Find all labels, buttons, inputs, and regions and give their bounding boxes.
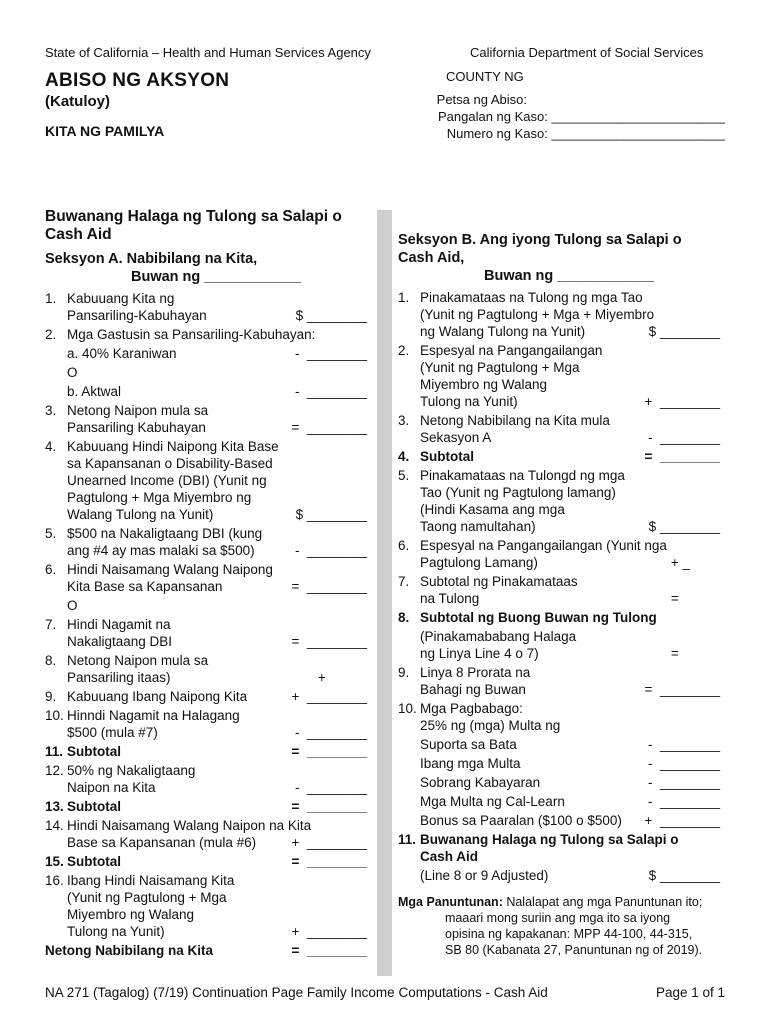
section-b-line-item: [398, 793, 720, 810]
section-a-line-number: 8.: [45, 653, 57, 668]
section-a-line-number: [45, 345, 67, 362]
section-a-amount-field[interactable]: - ________: [294, 725, 367, 740]
program-name: KITA NG PAMILYA: [45, 123, 165, 139]
section-a-line-text: Kabuuang Hindi Naipong Kita Base sa Kapansanan o Disability-Based Unearned Income (DBI) (Yunit ng Pagtulong + Mga Miyembro ng Walang Tulong na Yunit): [67, 439, 279, 522]
section-a-line-text: Subtotal: [67, 854, 121, 869]
section-a-amount-field[interactable]: = ________: [291, 744, 367, 759]
section-b-items: [398, 289, 720, 884]
section-b-amount-field[interactable]: = ________: [644, 449, 720, 464]
section-b-line-text: (Line 8 or 9 Adjusted): [420, 868, 549, 883]
section-a-amount-field[interactable]: + ________: [291, 924, 367, 939]
section-b-line-item: [398, 774, 720, 791]
left-heading: Buwanang Halaga ng Tulong sa Salapi o Cash Aid: [45, 208, 342, 243]
section-b-line-item: [398, 831, 720, 865]
section-b-title: Seksyon B. Ang iyong Tulong sa Salapi o Cash Aid,: [398, 232, 682, 266]
section-a-line-number: 6.: [45, 562, 57, 577]
section-b-line-number: 8.: [398, 610, 410, 625]
section-b-amount-field[interactable]: + ________: [644, 394, 720, 409]
section-a-line-number: [45, 364, 67, 381]
section-b-amount-field[interactable]: - ________: [647, 430, 720, 445]
section-a-title: Seksyon A. Nabibilang na Kita,: [45, 251, 258, 267]
section-b-line-number: 6.: [398, 538, 410, 553]
section-a-line-item: [45, 743, 367, 760]
section-b-amount-field[interactable]: + ________: [644, 813, 720, 828]
section-a-line-item: [45, 817, 367, 851]
section-a-line-text: $500 na Nakaligtaang DBI (kung ang #4 ay mas malaki sa $500): [67, 526, 263, 558]
section-b-line-number: 4.: [398, 449, 410, 464]
section-a-line-item: [45, 652, 367, 686]
section-a-line-number: [45, 383, 67, 400]
section-a-line-item: [45, 616, 367, 650]
section-b-line-item: [398, 412, 720, 446]
column-divider: [377, 210, 392, 976]
section-b-line-number: [398, 628, 420, 662]
section-a-line-item: [45, 326, 367, 343]
section-a-line-text: b. Aktwal: [67, 384, 122, 399]
page-number: Page 1 of 1: [655, 985, 725, 1000]
section-b-line-text: Bonus sa Paaralan ($100 o $500): [420, 813, 622, 828]
regulations-note: [398, 894, 720, 958]
section-a-line-item: [45, 942, 367, 959]
section-a-line-item: [45, 853, 367, 870]
section-a-line-text: O: [67, 598, 78, 613]
section-a-amount-field[interactable]: + ________: [291, 835, 367, 850]
section-b-line-text: Subtotal ng Buong Buwan ng Tulong: [420, 610, 657, 625]
section-b-line-item: [398, 628, 720, 662]
section-a-line-item: [45, 525, 367, 559]
section-a-line-text: a. 40% Karaniwan: [67, 346, 177, 361]
section-b-line-item: [398, 342, 720, 410]
section-a-amount-field[interactable]: = ________: [291, 420, 367, 435]
section-a-line-number: 3.: [45, 403, 57, 418]
section-a-line-text: Netong Nabibilang na Kita: [45, 943, 214, 958]
form-subtitle: (Katuloy): [45, 93, 110, 110]
section-a-amount-field[interactable]: - ________: [294, 346, 367, 361]
section-a-line-item: [45, 872, 367, 940]
section-a-line-number: 12.: [45, 763, 64, 778]
section-b-line-number: 7.: [398, 574, 410, 589]
section-b-amount-field[interactable]: - ________: [647, 737, 720, 752]
section-b-month: Buwan ng ____________: [484, 268, 655, 284]
section-b-line-number: [398, 812, 420, 829]
notice-date-label: Petsa ng Abiso:: [436, 92, 527, 107]
section-a-line-number: 1.: [45, 291, 57, 306]
section-a-line-text: Netong Naipon mula sa Pansariling itaas): [67, 653, 209, 685]
section-a-line-text: Mga Gastusin sa Pansariling-Kabuhayan:: [67, 327, 316, 342]
section-b-line-text: Buwanang Halaga ng Tulong sa Salapi o Cash Aid: [420, 832, 679, 864]
form-title: ABISO NG AKSYON: [45, 70, 230, 91]
section-b-line-number: 2.: [398, 343, 410, 358]
section-b-amount-field[interactable]: =: [670, 591, 720, 606]
section-a-line-item: [45, 438, 367, 523]
section-b-line-text: Espesyal na Pangangailangan (Yunit nga Pagtulong Lamang): [420, 538, 667, 570]
section-a-line-number: 13.: [45, 799, 64, 814]
section-b-line-number: [398, 793, 420, 810]
section-b-line-item: [398, 448, 720, 465]
section-b-line-text: Mga Pagbabago: 25% ng (mga) Multa ng: [420, 701, 561, 733]
section-b-line-item: [398, 289, 720, 340]
section-a-line-item: [45, 762, 367, 796]
section-b-line-item: [398, 755, 720, 772]
agency-name: State of California – Health and Human Services Agency: [45, 45, 371, 60]
section-b-line-number: [398, 774, 420, 791]
section-a-line-number: 16.: [45, 873, 64, 888]
section-a-amount-field[interactable]: = ________: [291, 943, 367, 958]
section-b-line-text: Netong Nabibilang na Kita mula Sekasyon A: [420, 413, 610, 445]
section-a-line-text: Hinndi Nagamit na Halagang $500 (mula #7): [67, 708, 240, 740]
section-a-line-text: Hindi Nagamit na Nakaligtaang DBI: [67, 617, 173, 649]
section-a-amount-field[interactable]: + ________: [291, 689, 367, 704]
section-a-line-text: O: [67, 365, 78, 380]
section-b-line-item: [398, 812, 720, 829]
section-b-line-text: Espesyal na Pangangailangan (Yunit ng Pagtulong + Mga Miyembro ng Walang Tulong na Yunit): [420, 343, 603, 409]
section-b-line-item: [398, 736, 720, 753]
section-a-line-number: 7.: [45, 617, 57, 632]
section-a-line-number: 11.: [45, 744, 64, 759]
county-label: COUNTY NG: [446, 69, 524, 84]
section-a-line-number: [45, 597, 67, 614]
section-a-line-item: [45, 402, 367, 436]
case-name-field[interactable]: Pangalan ng Kaso: ________________________: [438, 109, 725, 124]
section-a-amount-field[interactable]: = ________: [291, 854, 367, 869]
section-b-line-item: [398, 467, 720, 535]
section-a-line-text: Kabuuang Ibang Naipong Kita: [67, 689, 248, 704]
section-a-line-text: Subtotal: [67, 799, 121, 814]
section-b-line-number: 3.: [398, 413, 410, 428]
section-b-line-text: Mga Multa ng Cal-Learn: [420, 794, 565, 809]
section-b-line-text: Pinakamataas na Tulong ng mga Tao (Yunit ng Pagtulong + Mga + Miyembro ng Walang Tulong na Yunit): [420, 290, 655, 339]
section-a-amount-field[interactable]: = ________: [291, 634, 367, 649]
section-a-line-text: Hindi Naisamang Walang Naipong Kita Base sa Kapansanan: [67, 562, 273, 594]
section-a-line-item: [45, 383, 367, 400]
section-b-line-number: 11.: [398, 832, 417, 847]
section-b-line-number: [398, 867, 420, 884]
section-a-line-item: [45, 688, 367, 705]
section-a-amount-field[interactable]: = ________: [291, 799, 367, 814]
form-id: NA 271 (Tagalog) (7/19) Continuation Page Family Income Computations - Cash Aid: [45, 985, 548, 1000]
section-a-amount-field[interactable]: - ________: [294, 384, 367, 399]
section-a-items: [45, 290, 367, 959]
section-a-line-item: [45, 345, 367, 362]
section-b-amount-field[interactable]: + _: [670, 555, 720, 570]
section-a-line-item: [45, 707, 367, 741]
section-b-line-text: Pinakamataas na Tulongd ng mga Tao (Yunit ng Pagtulong lamang) (Hindi Kasama ang mga Taong namultahan): [420, 468, 625, 534]
section-b-line-text: Sobrang Kabayaran: [420, 775, 541, 790]
section-b-amount-field[interactable]: = ________: [644, 682, 720, 697]
section-a-amount-field[interactable]: - ________: [294, 543, 367, 558]
section-b-amount-field[interactable]: - ________: [647, 775, 720, 790]
section-a-line-number: 4.: [45, 439, 57, 454]
section-a-amount-field[interactable]: $ ________: [295, 507, 367, 522]
section-b-amount-field[interactable]: $ ________: [648, 519, 720, 534]
regulations-label: Mga Panuntunan:: [398, 895, 503, 909]
section-a-amount-field[interactable]: - ________: [294, 780, 367, 795]
section-a-line-item: [45, 798, 367, 815]
section-b-line-item: [398, 537, 720, 571]
department-name: California Department of Social Services: [470, 45, 704, 60]
section-a-line-text: Ibang Hindi Naisamang Kita (Yunit ng Pagtulong + Mga Miyembro ng Walang Tulong na Yunit): [67, 873, 235, 939]
section-a-line-text: Kabuuang Kita ng Pansariling-Kabuhayan: [67, 291, 207, 323]
section-b-line-item: [398, 609, 720, 626]
case-number-field[interactable]: Numero ng Kaso: ________________________: [446, 126, 725, 141]
section-a-amount-field[interactable]: +: [317, 670, 367, 685]
section-a-line-item: [45, 290, 367, 324]
section-a-line-number: 15.: [45, 854, 64, 869]
section-a-amount-field[interactable]: = ________: [291, 579, 367, 594]
section-b-line-text: Subtotal: [420, 449, 474, 464]
section-a-line-item: [45, 597, 367, 614]
section-b-line-text: Subtotal ng Pinakamataas na Tulong: [420, 574, 578, 606]
section-b-amount-field[interactable]: - ________: [647, 794, 720, 809]
section-b-line-text: Ibang mga Multa: [420, 756, 521, 771]
section-b-line-text: Linya 8 Prorata na Bahagi ng Buwan: [420, 665, 531, 697]
section-b-amount-field[interactable]: $ ________: [648, 324, 720, 339]
section-a-month: Buwan ng ____________: [131, 269, 302, 285]
section-a-line-item: [45, 364, 367, 381]
section-b-line-number: [398, 736, 420, 753]
section-b-line-text: Suporta sa Bata: [420, 737, 517, 752]
section-a-line-text: 50% ng Nakaligtaang Naipon na Kita: [67, 763, 196, 795]
section-a-line-number: 2.: [45, 327, 57, 342]
section-a-line-number: 5.: [45, 526, 57, 541]
section-b-amount-field[interactable]: =: [670, 646, 720, 661]
section-a-line-number: 9.: [45, 689, 57, 704]
section-a-line-number: 14.: [45, 818, 64, 833]
section-b-line-number: 9.: [398, 665, 410, 680]
section-a-line-number: 10.: [45, 708, 64, 723]
section-a-line-item: [45, 561, 367, 595]
section-a-amount-field[interactable]: $ ________: [295, 308, 367, 323]
section-b-line-item: [398, 573, 720, 607]
section-b-line-number: 5.: [398, 468, 410, 483]
regulations-text: Nalalapat ang mga Panuntunan ito;: [502, 895, 703, 909]
section-a-line-text: Hindi Naisamang Walang Naipon na Kita Base sa Kapansanan (mula #6): [67, 818, 312, 850]
section-b-line-item: [398, 867, 720, 884]
section-b-line-item: [398, 700, 720, 734]
section-b: [398, 231, 720, 958]
section-a: [45, 208, 367, 961]
section-b-line-text: (Pinakamababang Halaga ng Linya Line 4 o 7): [420, 629, 577, 661]
section-b-line-item: [398, 664, 720, 698]
section-b-line-number: 1.: [398, 290, 410, 305]
section-b-amount-field[interactable]: $ ________: [648, 868, 720, 883]
regulations-rest: maaari mong suriin ang mga ito sa iyong opisina ng kapakanan: MPP 44-100, 44-315, SB 80 (Kabanata 27, Panuntunan ng of 2019).: [445, 911, 703, 957]
section-b-amount-field[interactable]: - ________: [647, 756, 720, 771]
section-b-line-number: [398, 755, 420, 772]
section-b-line-number: 10.: [398, 701, 417, 716]
section-a-line-text: Netong Naipon mula sa Pansariling Kabuhayan: [67, 403, 209, 435]
section-a-line-text: Subtotal: [67, 744, 121, 759]
